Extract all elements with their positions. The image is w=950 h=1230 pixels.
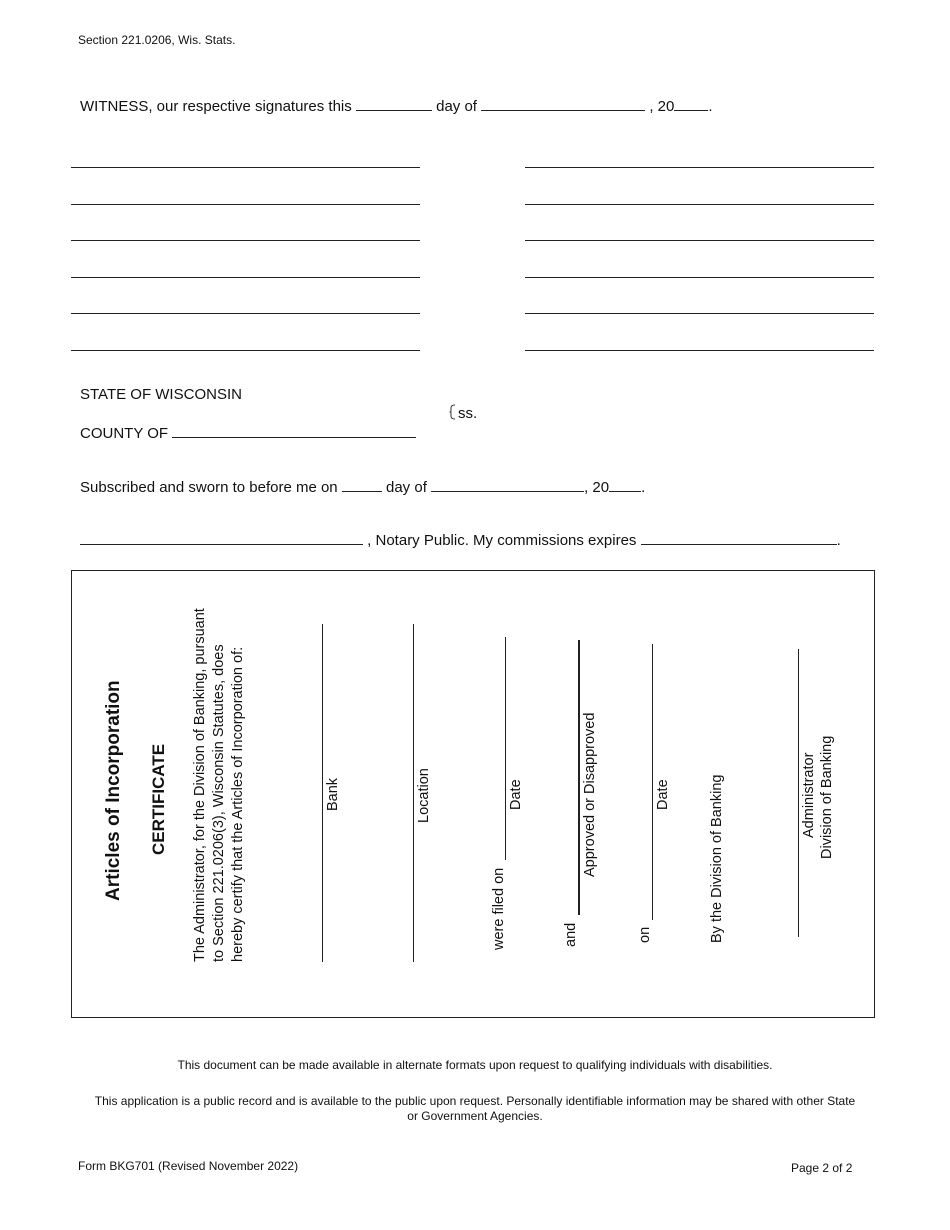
signature-line[interactable]	[71, 240, 420, 241]
county-blank[interactable]	[172, 423, 416, 438]
ss-label: ss.	[458, 405, 478, 422]
location-line[interactable]	[413, 624, 414, 962]
location-label: Location	[416, 768, 432, 823]
certificate-statement-line3: hereby certify that the Articles of Incorporation of:	[230, 646, 246, 962]
signature-line[interactable]	[525, 204, 874, 205]
signature-line[interactable]	[525, 350, 874, 351]
approved-line[interactable]	[578, 640, 580, 915]
form-id: Form BKG701 (Revised November 2022)	[78, 1159, 299, 1173]
decision-date-label: Date	[655, 779, 671, 810]
witness-text: WITNESS, our respective signatures this	[80, 98, 352, 115]
brace-icon	[449, 404, 457, 425]
sworn-text: Subscribed and sworn to before me on	[80, 479, 338, 496]
county-label: COUNTY OF	[80, 425, 169, 442]
certificate-title: Articles of Incorporation	[103, 680, 124, 901]
filed-date-label: Date	[508, 779, 524, 810]
sworn-day-of: day of	[386, 479, 427, 496]
notary-statement	[80, 530, 841, 549]
accessibility-notice: This document can be made available in alternate formats upon request to qualifying individuals with disabilities.	[177, 1058, 773, 1072]
sworn-comma-20: , 20	[584, 479, 610, 496]
witness-month-blank[interactable]	[481, 96, 645, 111]
witness-day-of: day of	[436, 98, 477, 115]
signature-line[interactable]	[71, 313, 420, 314]
bank-label: Bank	[325, 777, 341, 811]
signature-line[interactable]	[71, 167, 420, 168]
signature-line[interactable]	[71, 350, 420, 351]
administrator-label: Administrator	[801, 752, 817, 838]
witness-year-blank[interactable]	[674, 96, 708, 111]
signature-line[interactable]	[71, 277, 420, 278]
notary-name-blank[interactable]	[80, 530, 363, 545]
notary-text: , Notary Public. My commissions expires	[367, 532, 637, 549]
public-record-notice-line2: or Government Agencies.	[407, 1109, 543, 1123]
filed-date-line[interactable]	[505, 637, 506, 860]
sworn-statement	[80, 477, 645, 496]
signature-line[interactable]	[525, 313, 874, 314]
witness-day-blank[interactable]	[356, 96, 432, 111]
signature-line[interactable]	[525, 167, 874, 168]
public-record-notice-line1: This application is a public record and is available to the public upon request. Personally identifiable information may be shared with other State	[94, 1094, 856, 1108]
division-label: Division of Banking	[819, 735, 835, 859]
bank-line[interactable]	[322, 624, 323, 962]
decision-date-line[interactable]	[652, 644, 653, 920]
witness-statement	[80, 96, 713, 115]
state-label: STATE OF WISCONSIN	[80, 386, 242, 403]
sworn-month-blank[interactable]	[431, 477, 584, 492]
sworn-year-blank[interactable]	[609, 477, 641, 492]
sworn-day-blank[interactable]	[342, 477, 382, 492]
notary-period: .	[836, 532, 841, 549]
signature-line[interactable]	[525, 240, 874, 241]
commission-expiry-blank[interactable]	[641, 530, 837, 545]
county-row	[80, 423, 416, 442]
certificate-statement-line1: The Administrator, for the Division of Banking, pursuant	[192, 608, 208, 962]
certificate-statement-line2: to Section 221.0206(3), Wisconsin Statutes, does	[211, 644, 227, 962]
on-label: on	[637, 926, 653, 943]
signature-line[interactable]	[525, 277, 874, 278]
certificate-subtitle: CERTIFICATE	[149, 743, 168, 855]
witness-comma-20: , 20	[649, 98, 675, 115]
administrator-signature-line[interactable]	[798, 649, 799, 937]
statute-reference: Section 221.0206, Wis. Stats.	[78, 33, 236, 47]
page-number: Page 2 of 2	[791, 1161, 853, 1175]
signature-line[interactable]	[71, 204, 420, 205]
witness-period: .	[708, 98, 713, 115]
approved-label: Approved or Disapproved	[582, 712, 598, 877]
filed-on-label: were filed on	[491, 867, 507, 950]
by-division-label: By the Division of Banking	[709, 774, 725, 943]
and-label: and	[563, 922, 579, 947]
sworn-period: .	[641, 479, 646, 496]
